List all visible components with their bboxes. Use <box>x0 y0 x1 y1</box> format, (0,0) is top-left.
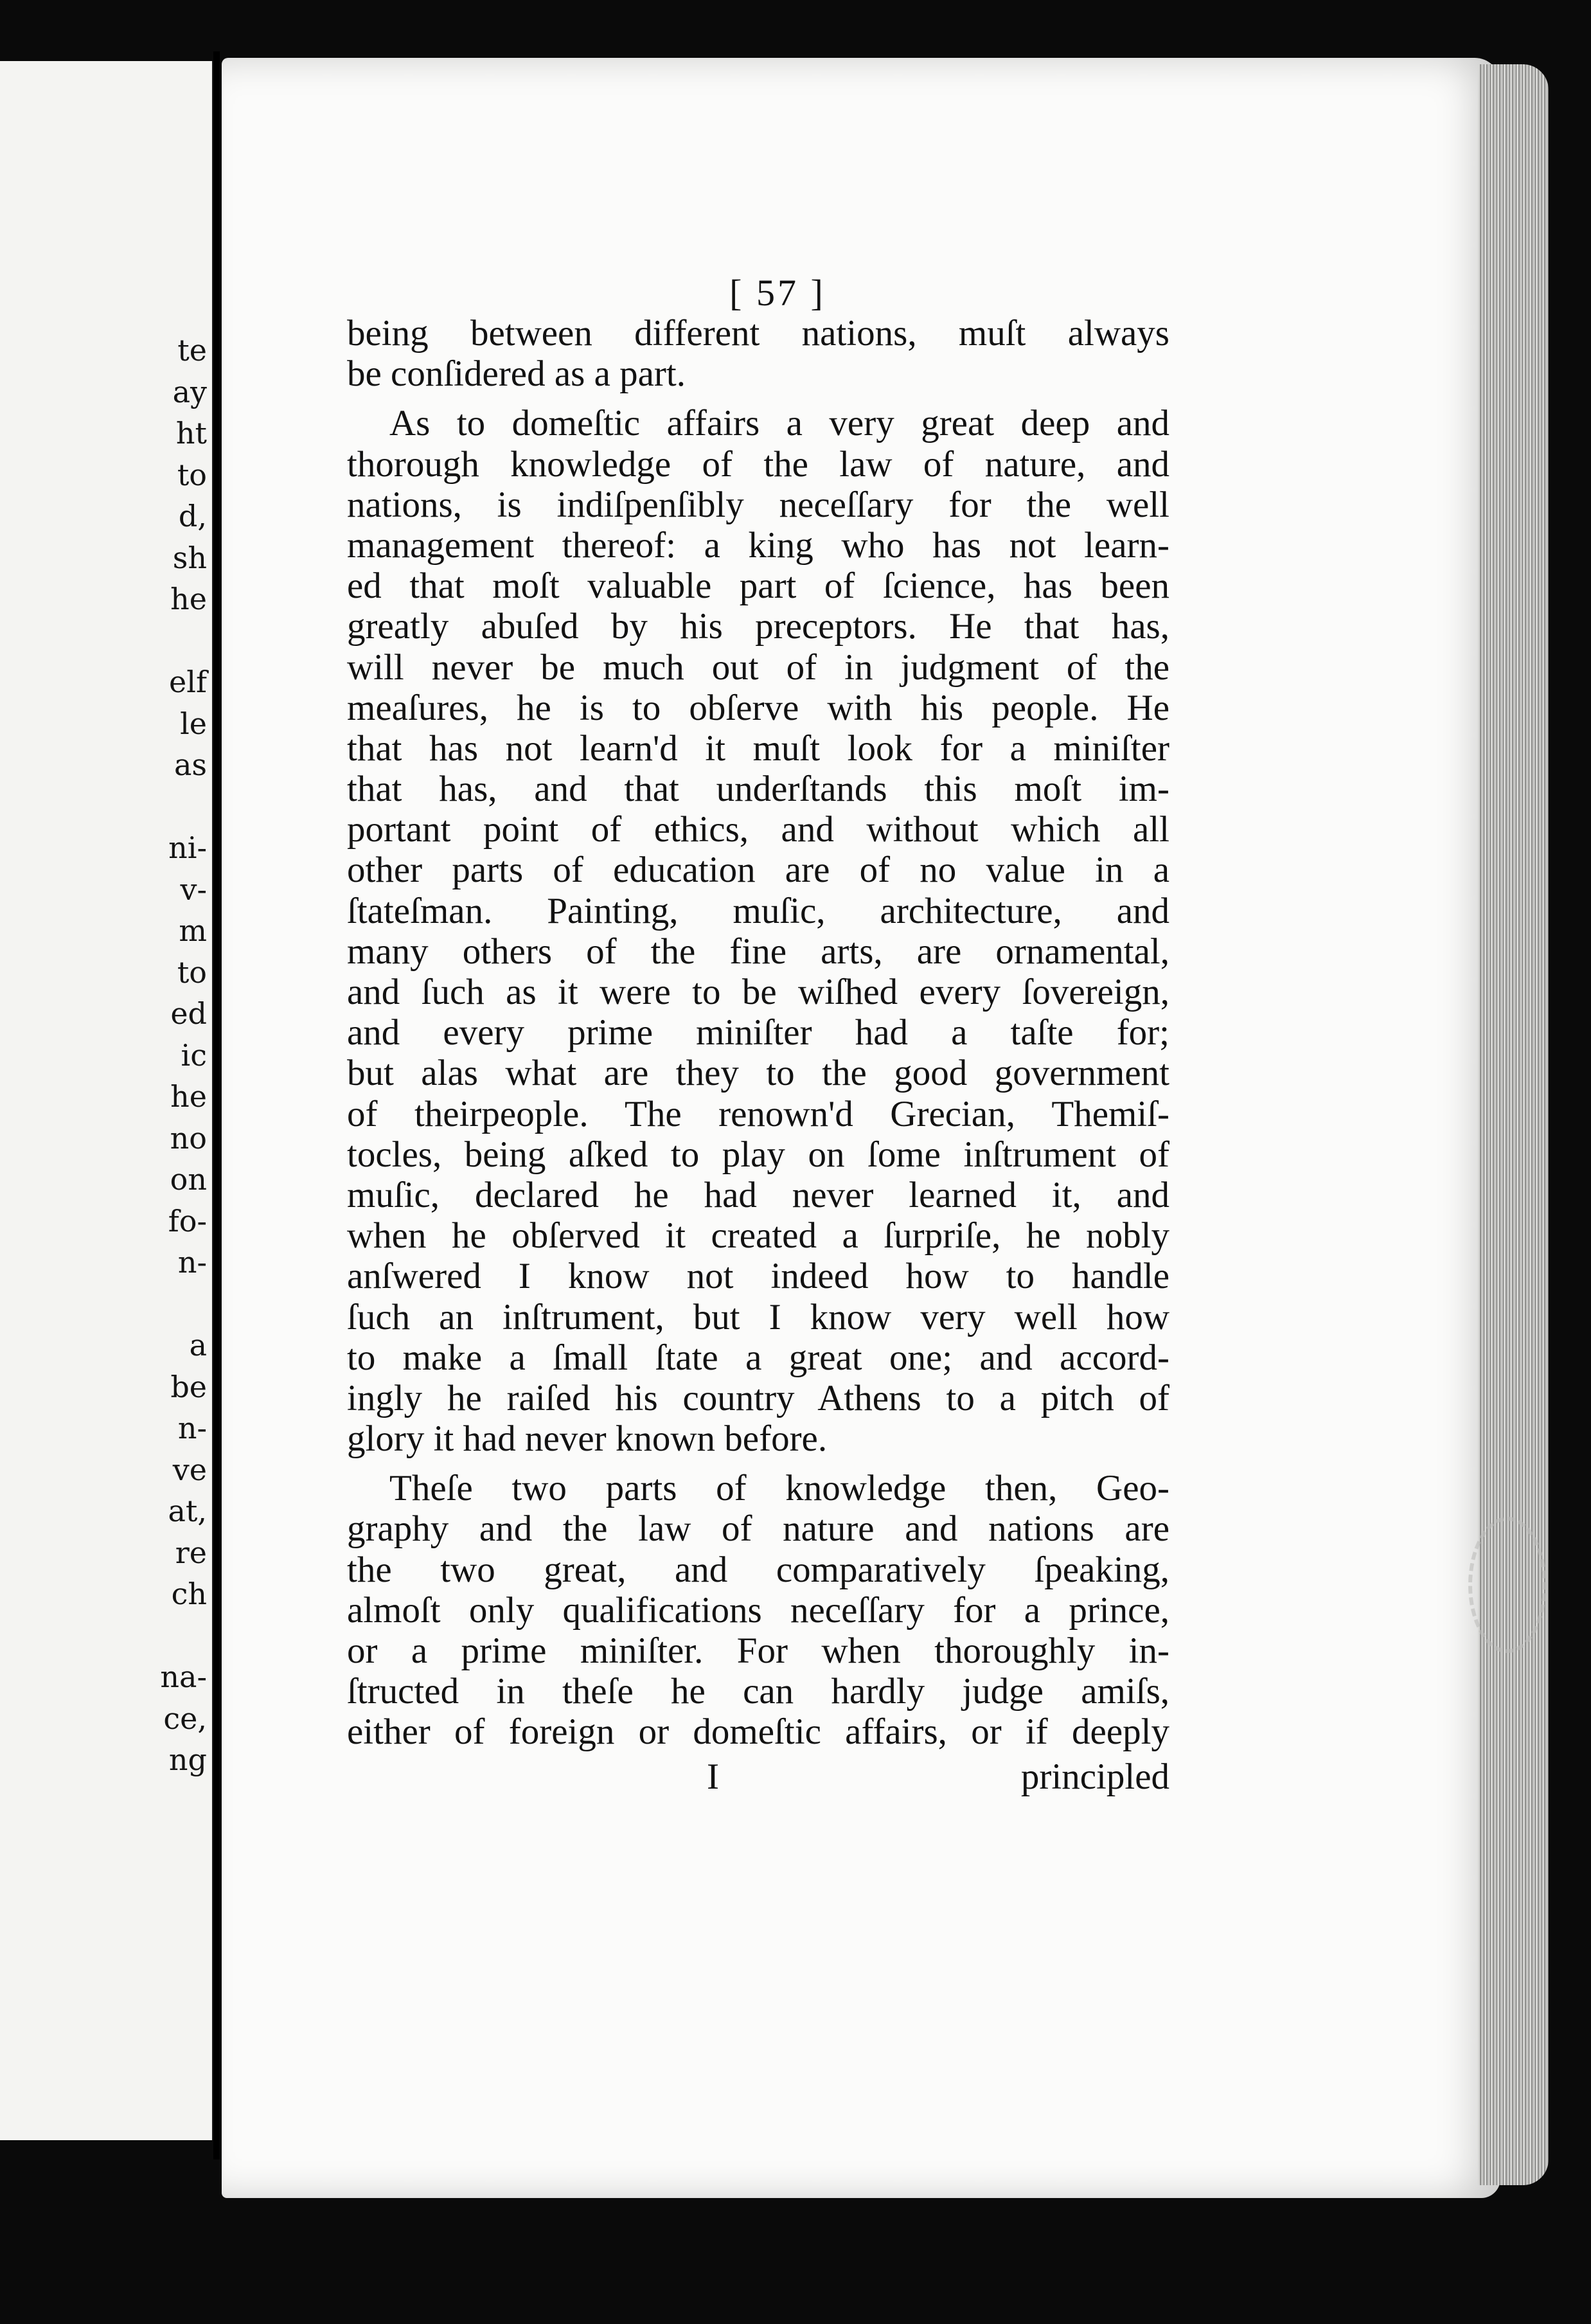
facing-page-line-end: ce, <box>163 1701 207 1736</box>
text-line: anſwered I know not indeed how to handle <box>347 1256 1169 1297</box>
facing-page-line-end: fo- <box>168 1203 207 1238</box>
text-line: when he obſerved it created a ſurpriſe, he nobly <box>347 1215 1169 1256</box>
paragraph <box>347 313 1169 394</box>
signature-mark: I <box>707 1756 719 1797</box>
facing-page-line-end: sh <box>172 540 207 575</box>
paragraph <box>347 403 1169 1459</box>
facing-page-line-end: te <box>177 333 207 368</box>
text-line: that has not learn'd it muſt look for a miniſter <box>347 728 1169 769</box>
facing-page-line-end: to <box>177 954 207 990</box>
text-line: of theirpeople. The renown'd Grecian, Themiſ- <box>347 1093 1169 1134</box>
facing-page-line-end: on <box>170 1162 207 1197</box>
facing-page-line-end: le <box>180 706 207 741</box>
text-line: tocles, being aſked to play on ſome inſtrument of <box>347 1134 1169 1175</box>
facing-page-line-end: ng <box>168 1742 207 1777</box>
facing-page-line-end: d, <box>178 499 207 533</box>
page-number-header: [ 57 ] <box>729 272 826 314</box>
page-footer <box>347 1756 1169 1798</box>
facing-page-left <box>0 61 215 2140</box>
facing-page-line-end: to <box>177 457 207 492</box>
text-line: being between different nations, muſt always <box>347 313 1169 353</box>
text-line: and every prime miniſter had a taſte for; <box>347 1012 1169 1053</box>
text-line: many others of the fine arts, are ornamental, <box>347 931 1169 972</box>
text-line: meaſures, he is to obſerve with his people. He <box>347 687 1169 728</box>
text-line: ſtateſman. Painting, muſic, architecture, and <box>347 890 1169 931</box>
text-line: ſtructed in theſe he can hardly judge amiſs, <box>347 1671 1169 1712</box>
facing-page-line-end: at, <box>168 1494 207 1528</box>
facing-page-line-end: ve <box>172 1452 207 1487</box>
facing-page-line-end: re <box>175 1535 207 1570</box>
facing-page-line-end: ay <box>172 374 207 409</box>
page-edges <box>1478 64 1549 2185</box>
paper-stain <box>1468 1517 1547 1653</box>
text-line: either of foreign or domeſtic affairs, or if deeply <box>347 1712 1169 1753</box>
text-line: Theſe two parts of knowledge then, Geo- <box>389 1468 1169 1509</box>
text-line: be conſidered as a part. <box>347 353 686 395</box>
text-line: almoſt only qualifications neceſſary for a prince, <box>347 1589 1169 1631</box>
facing-page-line-end: he <box>170 582 207 616</box>
text-line: ed that moſt valuable part of ſcience, has been <box>347 566 1169 607</box>
text-line: and ſuch as it were to be wiſhed every ſovereign, <box>347 972 1169 1012</box>
text-line: ſuch an inſtrument, but I know very well how <box>347 1296 1169 1337</box>
facing-page-line-end: ed <box>170 996 207 1031</box>
page-text-block <box>347 273 1169 1798</box>
text-line: management thereof: a king who has not learn- <box>347 524 1169 566</box>
facing-page-line-end: na- <box>160 1659 207 1694</box>
paragraph-gap <box>347 394 1169 403</box>
book-gutter <box>213 51 220 2159</box>
text-line: but alas what are they to the good government <box>347 1053 1169 1094</box>
text-line: nations, is indiſpenſibly neceſſary for the well <box>347 484 1169 525</box>
text-line: the two great, and comparatively ſpeaking, <box>347 1549 1169 1590</box>
facing-page-line-end: m <box>179 913 207 948</box>
text-line: As to domeſtic affairs a very great deep and <box>389 403 1169 444</box>
facing-page-line-end: ic <box>181 1037 207 1073</box>
facing-page-line-end: he <box>170 1079 207 1114</box>
facing-page-line-end: ht <box>175 416 207 451</box>
text-line: thorough knowledge of the law of nature, and <box>347 443 1169 485</box>
text-line: ingly he raiſed his country Athens to a pitch of <box>347 1377 1169 1418</box>
text-line: will never be much out of in judgment of the <box>347 647 1169 688</box>
text-line: graphy and the law of nature and nations are <box>347 1508 1169 1550</box>
body-paragraphs <box>347 313 1169 1753</box>
facing-page-line-end: n- <box>177 1411 207 1445</box>
facing-page-line-end: n- <box>177 1245 207 1280</box>
text-line: that has, and that underſtands this moſt im- <box>347 769 1169 810</box>
text-line: or a prime miniſter. For when thoroughly in- <box>347 1631 1169 1671</box>
facing-page-line-end: ni- <box>168 830 207 865</box>
text-line: to make a ſmall ſtate a great one; and accord- <box>347 1337 1169 1378</box>
facing-page-line-end: as <box>173 747 207 782</box>
facing-page-line-end: no <box>170 1120 207 1156</box>
facing-page-line-end: elf <box>169 665 207 699</box>
catchword: principled <box>1020 1756 1169 1797</box>
facing-page-line-end: a <box>189 1328 207 1363</box>
text-line: muſic, declared he had never learned it, and <box>347 1174 1169 1215</box>
text-line: other parts of education are of no value in a <box>347 850 1169 891</box>
text-line: greatly abuſed by his preceptors. He that has, <box>347 606 1169 647</box>
text-line: glory it had never known before. <box>347 1418 828 1460</box>
facing-page-line-end: ch <box>171 1577 207 1611</box>
paragraph <box>347 1468 1169 1752</box>
facing-page-line-end: v- <box>180 872 207 907</box>
text-line: portant point of ethics, and without which all <box>347 809 1169 850</box>
paragraph-gap <box>347 1459 1169 1468</box>
facing-page-line-end: be <box>170 1369 207 1404</box>
